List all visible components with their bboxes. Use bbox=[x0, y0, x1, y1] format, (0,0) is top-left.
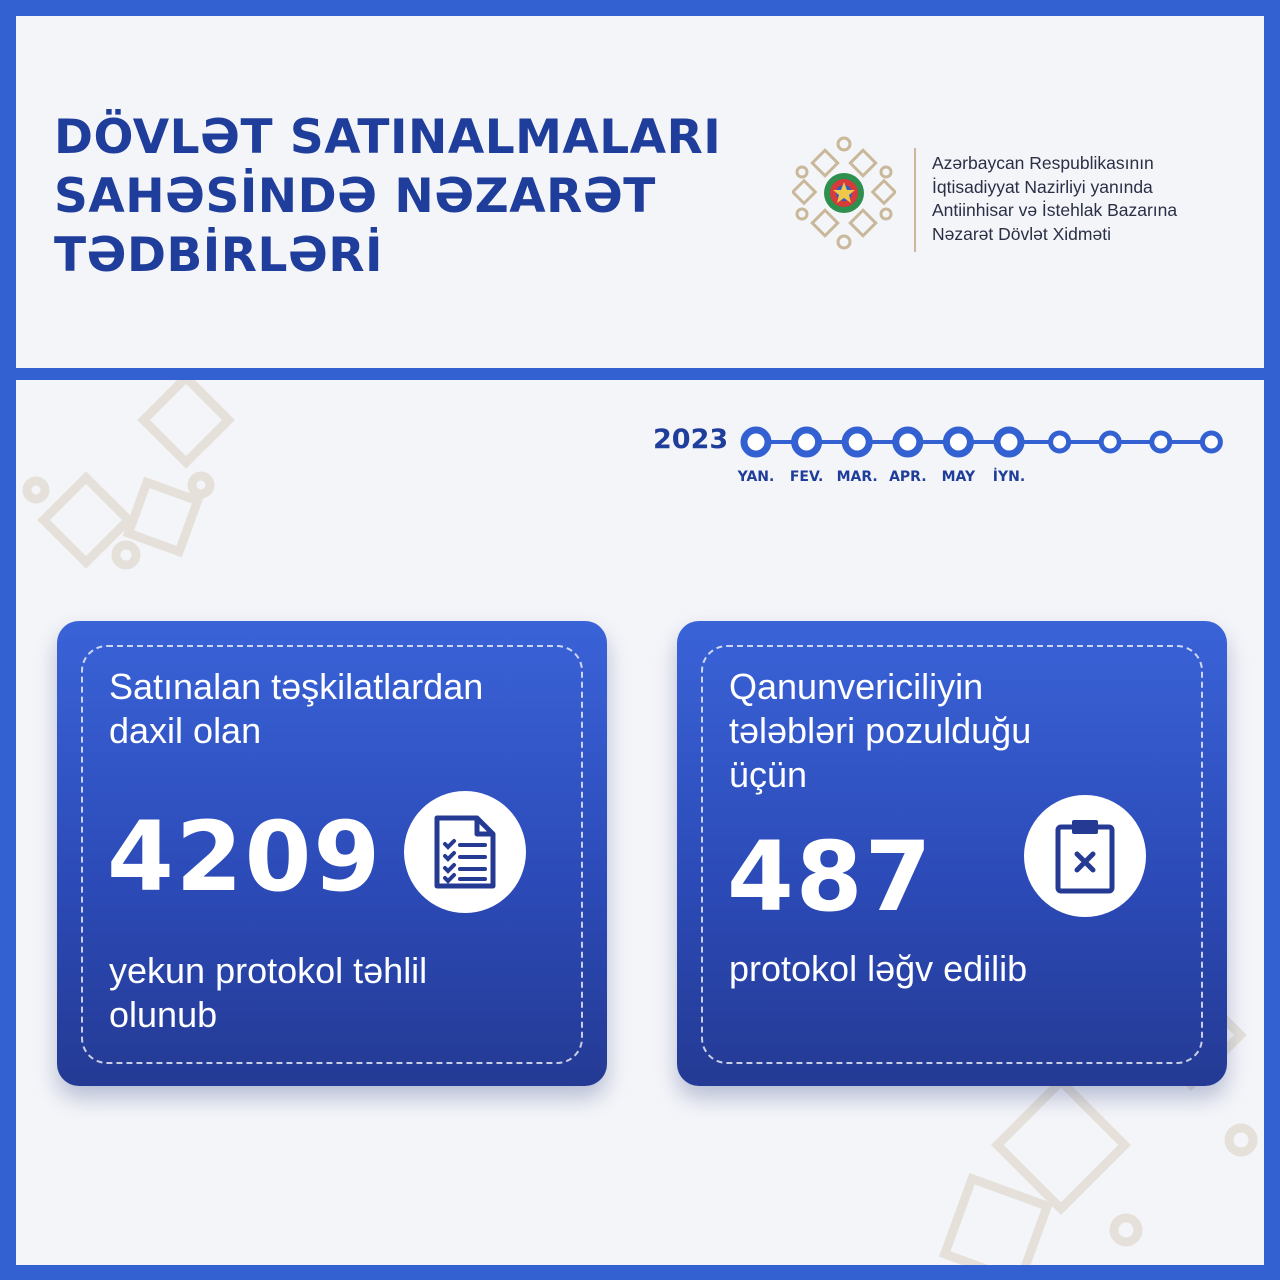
org-line-1: Azərbaycan Respublikasının bbox=[932, 153, 1154, 173]
timeline-month-label: YAN. bbox=[737, 469, 775, 485]
card-bottom-line: olunub bbox=[109, 994, 218, 1035]
org-line-4: Nəzarət Dövlət Xidməti bbox=[932, 223, 1111, 244]
org-line-2: İqtisadiyyat Nazirliyi yanında bbox=[932, 176, 1153, 197]
timeline-point-active bbox=[946, 430, 970, 454]
timeline-point bbox=[1202, 433, 1220, 451]
icon-circle bbox=[1024, 795, 1146, 917]
timeline-point bbox=[1051, 433, 1069, 451]
timeline-month-label: MAR. bbox=[836, 469, 878, 485]
timeline-point-active bbox=[744, 430, 768, 454]
icon-circle bbox=[404, 791, 526, 913]
timeline-month-label: FEV. bbox=[789, 469, 824, 485]
month-timeline bbox=[736, 424, 1246, 464]
card-bottom-line: yekun protokol təhlil bbox=[109, 950, 428, 991]
timeline-month-label: APR. bbox=[889, 469, 927, 485]
timeline-month-label: MAY bbox=[941, 469, 976, 485]
timeline-year: 2023 bbox=[653, 424, 729, 455]
stat-card-analyzed bbox=[57, 621, 607, 1086]
card-top-text bbox=[729, 665, 1031, 797]
checklist-document-icon bbox=[433, 814, 497, 890]
header-panel bbox=[16, 16, 1264, 368]
card-top-line: tələbləri pozulduğu bbox=[729, 710, 1032, 751]
org-line-3: Antiinhisar və İstehlak Bazarına bbox=[932, 200, 1178, 220]
title-line-3: TƏDBİRLƏRİ bbox=[54, 228, 384, 283]
timeline-point-active bbox=[795, 430, 819, 454]
title-line-2: SAHƏSİNDƏ NƏZARƏT bbox=[54, 169, 656, 224]
page-title bbox=[54, 108, 721, 285]
cancelled-count: 487 bbox=[727, 821, 934, 933]
card-top-line: Satınalan təşkilatlardan bbox=[109, 666, 484, 707]
organization-name bbox=[932, 152, 1177, 246]
timeline-point bbox=[1101, 433, 1119, 451]
timeline-point bbox=[1152, 433, 1170, 451]
clipboard-cancel-icon bbox=[1054, 817, 1116, 895]
timeline-point-active bbox=[896, 430, 920, 454]
timeline-month-label: İYN. bbox=[992, 469, 1026, 485]
title-line-1: DÖVLƏT SATINALMALARI bbox=[54, 110, 722, 165]
state-emblem-logo bbox=[792, 132, 896, 254]
card-top-line: Qanunvericiliyin bbox=[729, 666, 984, 707]
logo-divider bbox=[914, 148, 916, 252]
card-bottom-text bbox=[729, 947, 1027, 991]
analyzed-count: 4209 bbox=[107, 801, 383, 913]
card-top-line: daxil olan bbox=[109, 710, 262, 751]
timeline-point-active bbox=[997, 430, 1021, 454]
card-top-text bbox=[109, 665, 483, 753]
stat-card-cancelled bbox=[677, 621, 1227, 1086]
timeline-point-active bbox=[845, 430, 869, 454]
card-top-line: üçün bbox=[729, 754, 808, 795]
content-panel bbox=[16, 380, 1264, 1265]
card-bottom-text bbox=[109, 949, 427, 1037]
card-bottom-line: protokol ləğv edilib bbox=[729, 948, 1028, 989]
